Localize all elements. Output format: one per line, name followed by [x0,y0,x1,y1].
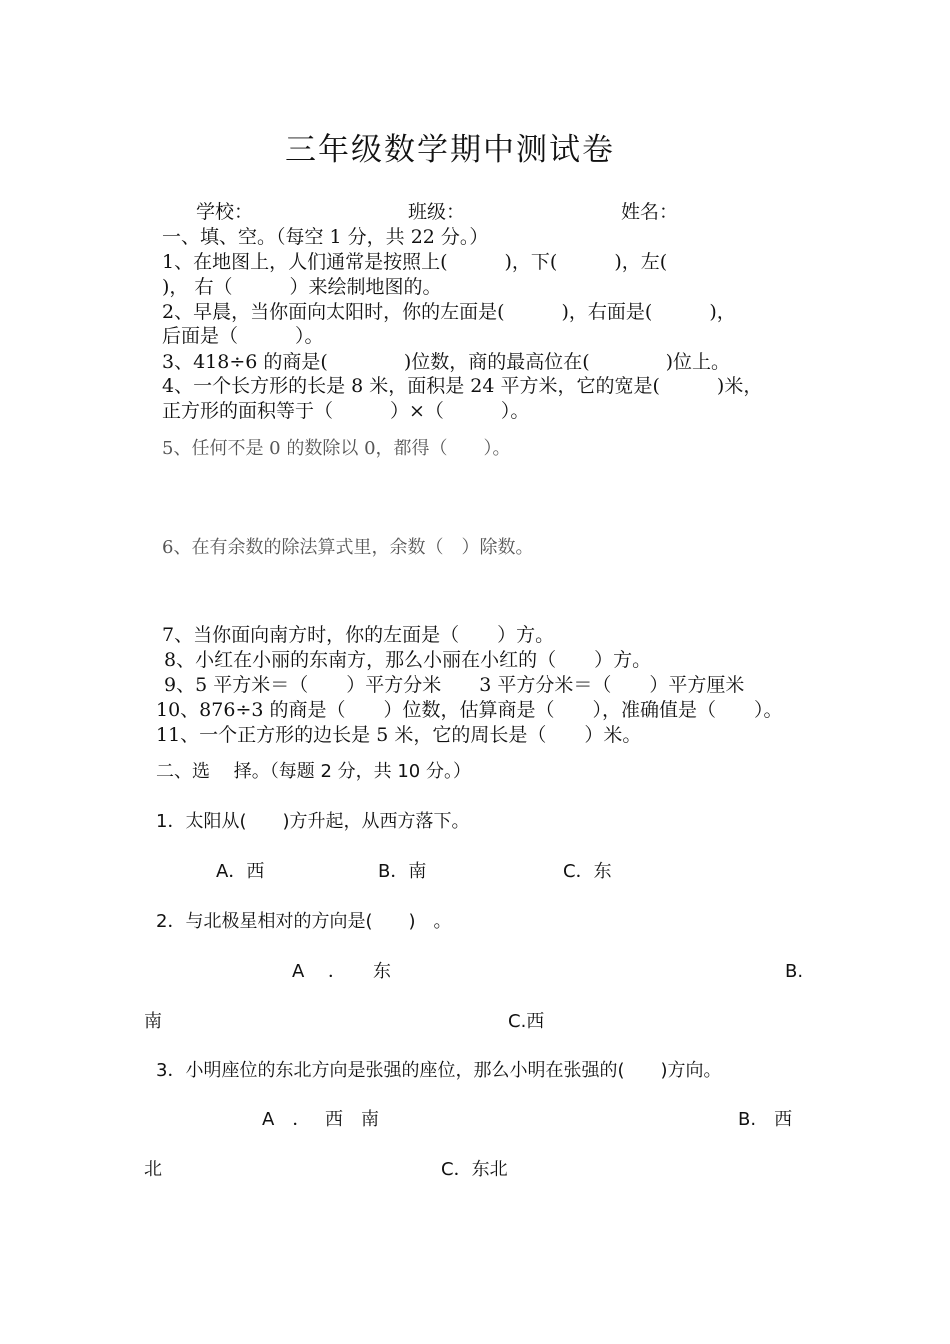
choice-q3-option-c: C．东北 [441,1159,508,1180]
name-label: 姓名： [621,201,679,223]
school-label: 学校： [196,201,254,223]
choice-q3-option-b: B. 西 [738,1109,793,1130]
choice-q2-option-a: A ． 东 [292,961,392,982]
q4-line2: 正方形的面积等于（ ）×（ ）。 [162,400,530,422]
q11-line: 11、一个正方形的边长是 5 米，它的周长是（ ）米。 [156,724,642,746]
choice-q1-option-b: B．南 [378,861,427,882]
q2-line1: 2、早晨，当你面向太阳时，你的左面是( )，右面是( )， [162,301,736,323]
section1-heading: 一、填、空。（每空 1 分，共 22 分。） [162,226,489,248]
q5-line: 5、任何不是 0 的数除以 0，都得（ ）。 [162,438,511,459]
section2-heading: 二、选 择。（每题 2 分，共 10 分。） [156,761,471,782]
page-title: 三年级数学期中测试卷 [285,132,615,168]
q3-line: 3、418÷6 的商是( )位数，商的最高位在( )位上。 [162,351,731,373]
choice-q2-text: 2．与北极星相对的方向是( ) 。 [156,911,452,932]
q8-line: 8、小红在小丽的东南方，那么小丽在小红的（ ）方。 [164,649,652,671]
q7-line: 7、当你面向南方时，你的左面是（ ）方。 [162,624,555,646]
choice-q2-option-c: C.西 [508,1011,545,1032]
q6-line: 6、在有余数的除法算式里，余数（ ）除数。 [162,537,534,558]
q4-line1: 4、一个长方形的长是 8 米，面积是 24 平方米，它的宽是( )米， [162,375,763,397]
q9-line: 9、5 平方米＝（ ）平方分米 3 平方分米＝（ ）平方厘米 [164,674,745,696]
choice-q1-option-c: C．东 [563,861,612,882]
choice-q3-option-b-cont: 北 [144,1159,162,1180]
class-label: 班级： [408,201,466,223]
choice-q2-option-b: B. [785,961,804,982]
q1-line1: 1、在地图上，人们通常是按照上( )，下( )，左( [162,251,668,273]
q10-line: 10、876÷3 的商是（ ）位数，估算商是（ ），准确值是（ ）。 [156,699,783,721]
choice-q3-option-a: A ． 西 南 [262,1109,380,1130]
choice-q1-option-a: A．西 [216,861,265,882]
choice-q3-text: 3．小明座位的东北方向是张强的座位，那么小明在张强的( )方向。 [156,1060,722,1081]
q1-line2: )， 右（ ）来绘制地图的。 [162,276,442,298]
choice-q2-option-b-cont: 南 [144,1011,162,1032]
choice-q1-text: 1．太阳从( )方升起，从西方落下。 [156,811,470,832]
q2-line2: 后面是（ ）。 [162,325,324,347]
